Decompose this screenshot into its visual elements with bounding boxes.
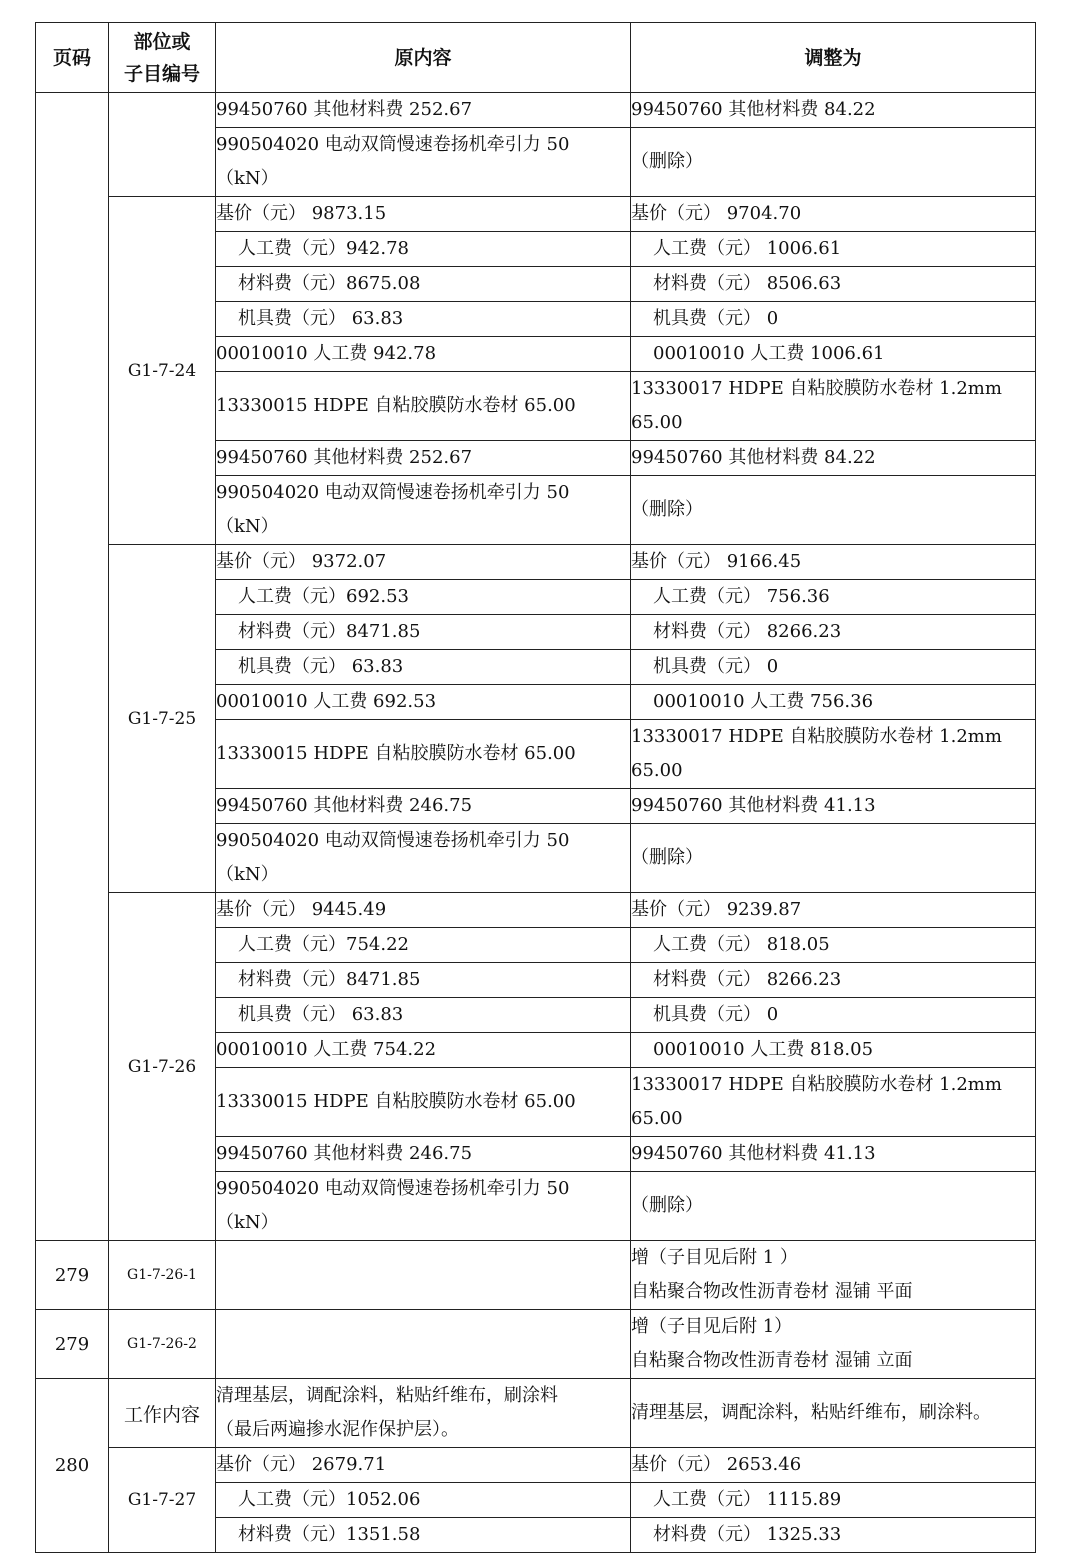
header-code: 部位或 子目编号 bbox=[109, 23, 216, 93]
adjusted-cell: 材料费（元） 8506.63 bbox=[631, 267, 1036, 302]
original-cell: 基价（元） 9445.49 bbox=[216, 893, 631, 928]
original-cell: 990504020 电动双筒慢速卷扬机牵引力 50 （kN） bbox=[216, 1172, 631, 1241]
adjusted-cell: （删除） bbox=[631, 128, 1036, 197]
adjusted-cell: 13330017 HDPE 自粘胶膜防水卷材 1.2mm 65.00 bbox=[631, 372, 1036, 441]
original-cell: 材料费（元）8675.08 bbox=[216, 267, 631, 302]
table-row bbox=[36, 893, 1036, 928]
adjusted-cell: 机具费（元） 0 bbox=[631, 998, 1036, 1033]
adjusted-cell: 13330017 HDPE 自粘胶膜防水卷材 1.2mm 65.00 bbox=[631, 1068, 1036, 1137]
table-row bbox=[36, 197, 1036, 232]
adjusted-cell: 00010010 人工费 1006.61 bbox=[631, 337, 1036, 372]
adjusted-cell: 材料费（元） 1325.33 bbox=[631, 1518, 1036, 1553]
original-cell: 材料费（元）8471.85 bbox=[216, 615, 631, 650]
code-cell: G1-7-26-1 bbox=[109, 1241, 216, 1310]
original-cell: 00010010 人工费 942.78 bbox=[216, 337, 631, 372]
original-cell: 机具费（元） 63.83 bbox=[216, 998, 631, 1033]
original-cell: 人工费（元）754.22 bbox=[216, 928, 631, 963]
adjusted-cell: 基价（元） 9704.70 bbox=[631, 197, 1036, 232]
page-cell: 279 bbox=[36, 1241, 109, 1310]
adjusted-cell: 基价（元） 9239.87 bbox=[631, 893, 1036, 928]
adjusted-cell: 99450760 其他材料费 41.13 bbox=[631, 789, 1036, 824]
adjusted-cell: 清理基层，调配涂料，粘贴纤维布，刷涂料。 bbox=[631, 1379, 1036, 1448]
adjusted-cell: （删除） bbox=[631, 476, 1036, 545]
original-cell: 清理基层，调配涂料，粘贴纤维布，刷涂料 （最后两遍掺水泥作保护层）。 bbox=[216, 1379, 631, 1448]
errata-table bbox=[35, 22, 1036, 1553]
code-cell: G1-7-27 bbox=[109, 1448, 216, 1553]
adjusted-cell: 人工费（元） 818.05 bbox=[631, 928, 1036, 963]
adjusted-cell: 13330017 HDPE 自粘胶膜防水卷材 1.2mm 65.00 bbox=[631, 720, 1036, 789]
original-cell bbox=[216, 1310, 631, 1379]
original-cell: 人工费（元）942.78 bbox=[216, 232, 631, 267]
original-cell: 13330015 HDPE 自粘胶膜防水卷材 65.00 bbox=[216, 372, 631, 441]
adjusted-cell: 基价（元） 2653.46 bbox=[631, 1448, 1036, 1483]
code-cell: G1-7-26 bbox=[109, 893, 216, 1241]
original-cell: 99450760 其他材料费 252.67 bbox=[216, 441, 631, 476]
original-cell: 99450760 其他材料费 252.67 bbox=[216, 93, 631, 128]
original-cell: 基价（元） 9372.07 bbox=[216, 545, 631, 580]
original-cell: 13330015 HDPE 自粘胶膜防水卷材 65.00 bbox=[216, 720, 631, 789]
page-cell: 279 bbox=[36, 1310, 109, 1379]
code-cell: G1-7-26-2 bbox=[109, 1310, 216, 1379]
adjusted-cell: 材料费（元） 8266.23 bbox=[631, 615, 1036, 650]
original-cell: 990504020 电动双筒慢速卷扬机牵引力 50 （kN） bbox=[216, 128, 631, 197]
adjusted-cell: 00010010 人工费 756.36 bbox=[631, 685, 1036, 720]
adjusted-cell: 增（子目见后附 1 ） 自粘聚合物改性沥青卷材 湿铺 平面 bbox=[631, 1241, 1036, 1310]
table-row bbox=[36, 545, 1036, 580]
code-cell: G1-7-25 bbox=[109, 545, 216, 893]
original-cell: 人工费（元）692.53 bbox=[216, 580, 631, 615]
original-cell: 99450760 其他材料费 246.75 bbox=[216, 1137, 631, 1172]
adjusted-cell: 材料费（元） 8266.23 bbox=[631, 963, 1036, 998]
table-row bbox=[36, 1241, 1036, 1310]
adjusted-cell: 99450760 其他材料费 84.22 bbox=[631, 93, 1036, 128]
header-original: 原内容 bbox=[216, 23, 631, 93]
original-cell: 机具费（元） 63.83 bbox=[216, 302, 631, 337]
header-page: 页码 bbox=[36, 23, 109, 93]
original-cell: 99450760 其他材料费 246.75 bbox=[216, 789, 631, 824]
original-cell: 人工费（元）1052.06 bbox=[216, 1483, 631, 1518]
original-cell: 990504020 电动双筒慢速卷扬机牵引力 50 （kN） bbox=[216, 476, 631, 545]
adjusted-cell: 99450760 其他材料费 84.22 bbox=[631, 441, 1036, 476]
table-row bbox=[36, 93, 1036, 128]
original-cell: 机具费（元） 63.83 bbox=[216, 650, 631, 685]
table-row bbox=[36, 1310, 1036, 1379]
adjusted-cell: 人工费（元） 1115.89 bbox=[631, 1483, 1036, 1518]
adjusted-cell: 00010010 人工费 818.05 bbox=[631, 1033, 1036, 1068]
header-row bbox=[36, 23, 1036, 93]
adjusted-cell: 基价（元） 9166.45 bbox=[631, 545, 1036, 580]
adjusted-cell: 人工费（元） 1006.61 bbox=[631, 232, 1036, 267]
original-cell: 00010010 人工费 754.22 bbox=[216, 1033, 631, 1068]
table-row bbox=[36, 1448, 1036, 1483]
code-cell: 工作内容 bbox=[109, 1379, 216, 1448]
original-cell: 基价（元） 2679.71 bbox=[216, 1448, 631, 1483]
original-cell: 材料费（元）8471.85 bbox=[216, 963, 631, 998]
code-cell bbox=[109, 93, 216, 197]
code-cell: G1-7-24 bbox=[109, 197, 216, 545]
original-cell: 990504020 电动双筒慢速卷扬机牵引力 50 （kN） bbox=[216, 824, 631, 893]
page-cell: 280 bbox=[36, 1379, 109, 1553]
table-row bbox=[36, 1379, 1036, 1448]
adjusted-cell: 99450760 其他材料费 41.13 bbox=[631, 1137, 1036, 1172]
adjusted-cell: （删除） bbox=[631, 1172, 1036, 1241]
original-cell: 基价（元） 9873.15 bbox=[216, 197, 631, 232]
page-cell bbox=[36, 93, 109, 1241]
adjusted-cell: 人工费（元） 756.36 bbox=[631, 580, 1036, 615]
original-cell bbox=[216, 1241, 631, 1310]
original-cell: 13330015 HDPE 自粘胶膜防水卷材 65.00 bbox=[216, 1068, 631, 1137]
original-cell: 00010010 人工费 692.53 bbox=[216, 685, 631, 720]
adjusted-cell: 机具费（元） 0 bbox=[631, 302, 1036, 337]
adjusted-cell: 机具费（元） 0 bbox=[631, 650, 1036, 685]
original-cell: 材料费（元）1351.58 bbox=[216, 1518, 631, 1553]
adjusted-cell: 增（子目见后附 1） 自粘聚合物改性沥青卷材 湿铺 立面 bbox=[631, 1310, 1036, 1379]
adjusted-cell: （删除） bbox=[631, 824, 1036, 893]
header-adjusted: 调整为 bbox=[631, 23, 1036, 93]
